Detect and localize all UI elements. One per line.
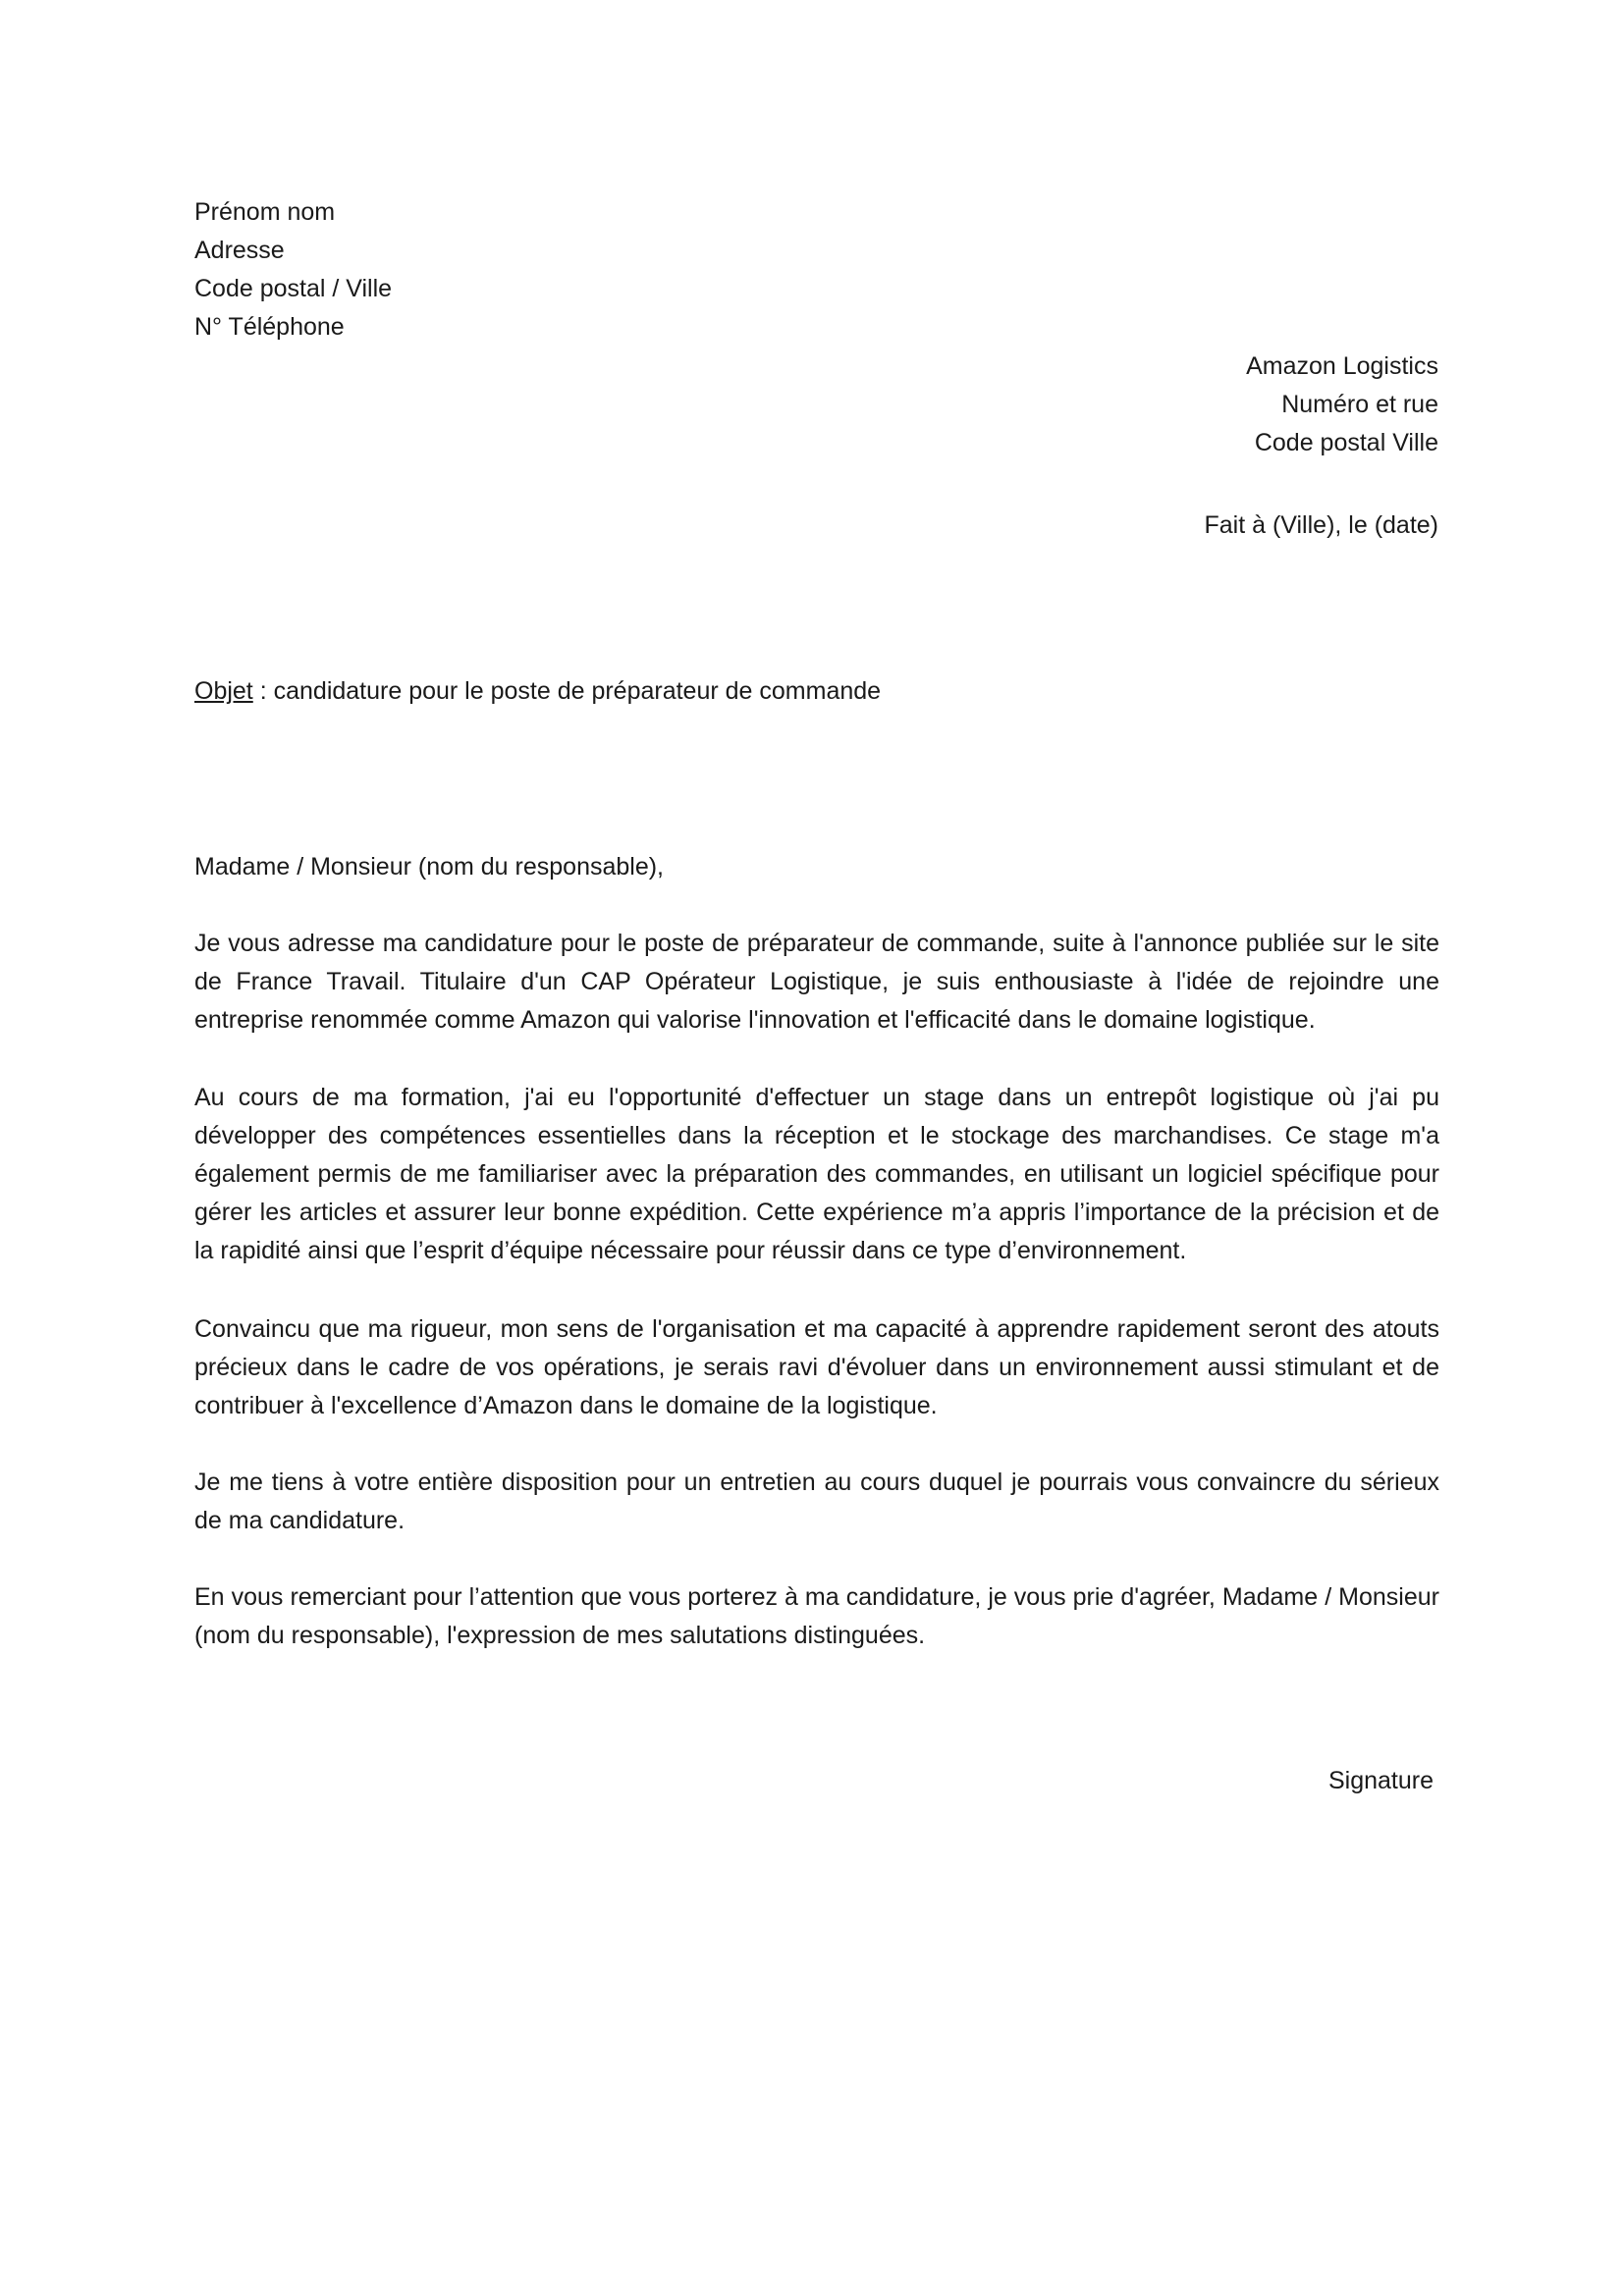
sender-name: Prénom nom <box>194 198 336 226</box>
recipient-company: Amazon Logistics <box>1246 352 1438 380</box>
sender-address: Adresse <box>194 237 285 264</box>
subject-line <box>194 672 881 711</box>
subject-label: Objet <box>194 677 253 705</box>
paragraph-availability: Je me tiens à votre entière disposition pour un entretien au cours duquel je pourrais vous convaincre du sérieux de ma candidature. <box>194 1468 1439 1534</box>
sender-block <box>194 193 392 347</box>
paragraph-motivation: Convaincu que ma rigueur, mon sens de l'organisation et ma capacité à apprendre rapidement seront des atouts précieux dans le cadre de vos opérations, je serais ravi d'évoluer dans un environnement aussi stimulant et de contribuer à l'excellence d’Amazon dans le domaine de la logistique. <box>194 1315 1439 1419</box>
sender-city: Code postal / Ville <box>194 275 393 302</box>
salutation: Madame / Monsieur (nom du responsable), <box>194 853 665 881</box>
paragraph-introduction: Je vous adresse ma candidature pour le poste de préparateur de commande, suite à l'annonce publiée sur le site de France Travail. Titulaire d'un CAP Opérateur Logistique, je suis enthousiaste à l'idée de rejoindre une entreprise renommée comme Amazon qui valorise l'innovation et l'efficacité dans le domaine logistique. <box>194 930 1439 1034</box>
recipient-street: Numéro et rue <box>1281 391 1438 418</box>
recipient-block <box>1246 347 1438 462</box>
date-line: Fait à (Ville), le (date) <box>1204 511 1438 539</box>
signature: Signature <box>1327 1767 1434 1794</box>
paragraph-closing: En vous remerciant pour l’attention que vous porterez à ma candidature, je vous prie d'agréer, Madame / Monsieur (nom du responsable), l'expression de mes salutations distinguées. <box>194 1583 1439 1649</box>
recipient-city: Code postal Ville <box>1254 429 1438 456</box>
sender-phone: N° Téléphone <box>194 313 345 341</box>
paragraph-experience: Au cours de ma formation, j'ai eu l'opportunité d'effectuer un stage dans un entrepôt logistique où j'ai pu développer des compétences essentielles dans la réception et le stockage des marchandises. Ce stage m'a également permis de me familiariser avec la préparation des commandes, en utilisant un logiciel spécifique pour gérer les articles et assurer leur bonne expédition. Cette expérience m’a appris l’importance de la précision et de la rapidité ainsi que l’esprit d’équipe nécessaire pour réussir dans ce type d’environnement. <box>194 1084 1439 1264</box>
subject-text: : candidature pour le poste de préparateur de commande <box>252 677 882 705</box>
